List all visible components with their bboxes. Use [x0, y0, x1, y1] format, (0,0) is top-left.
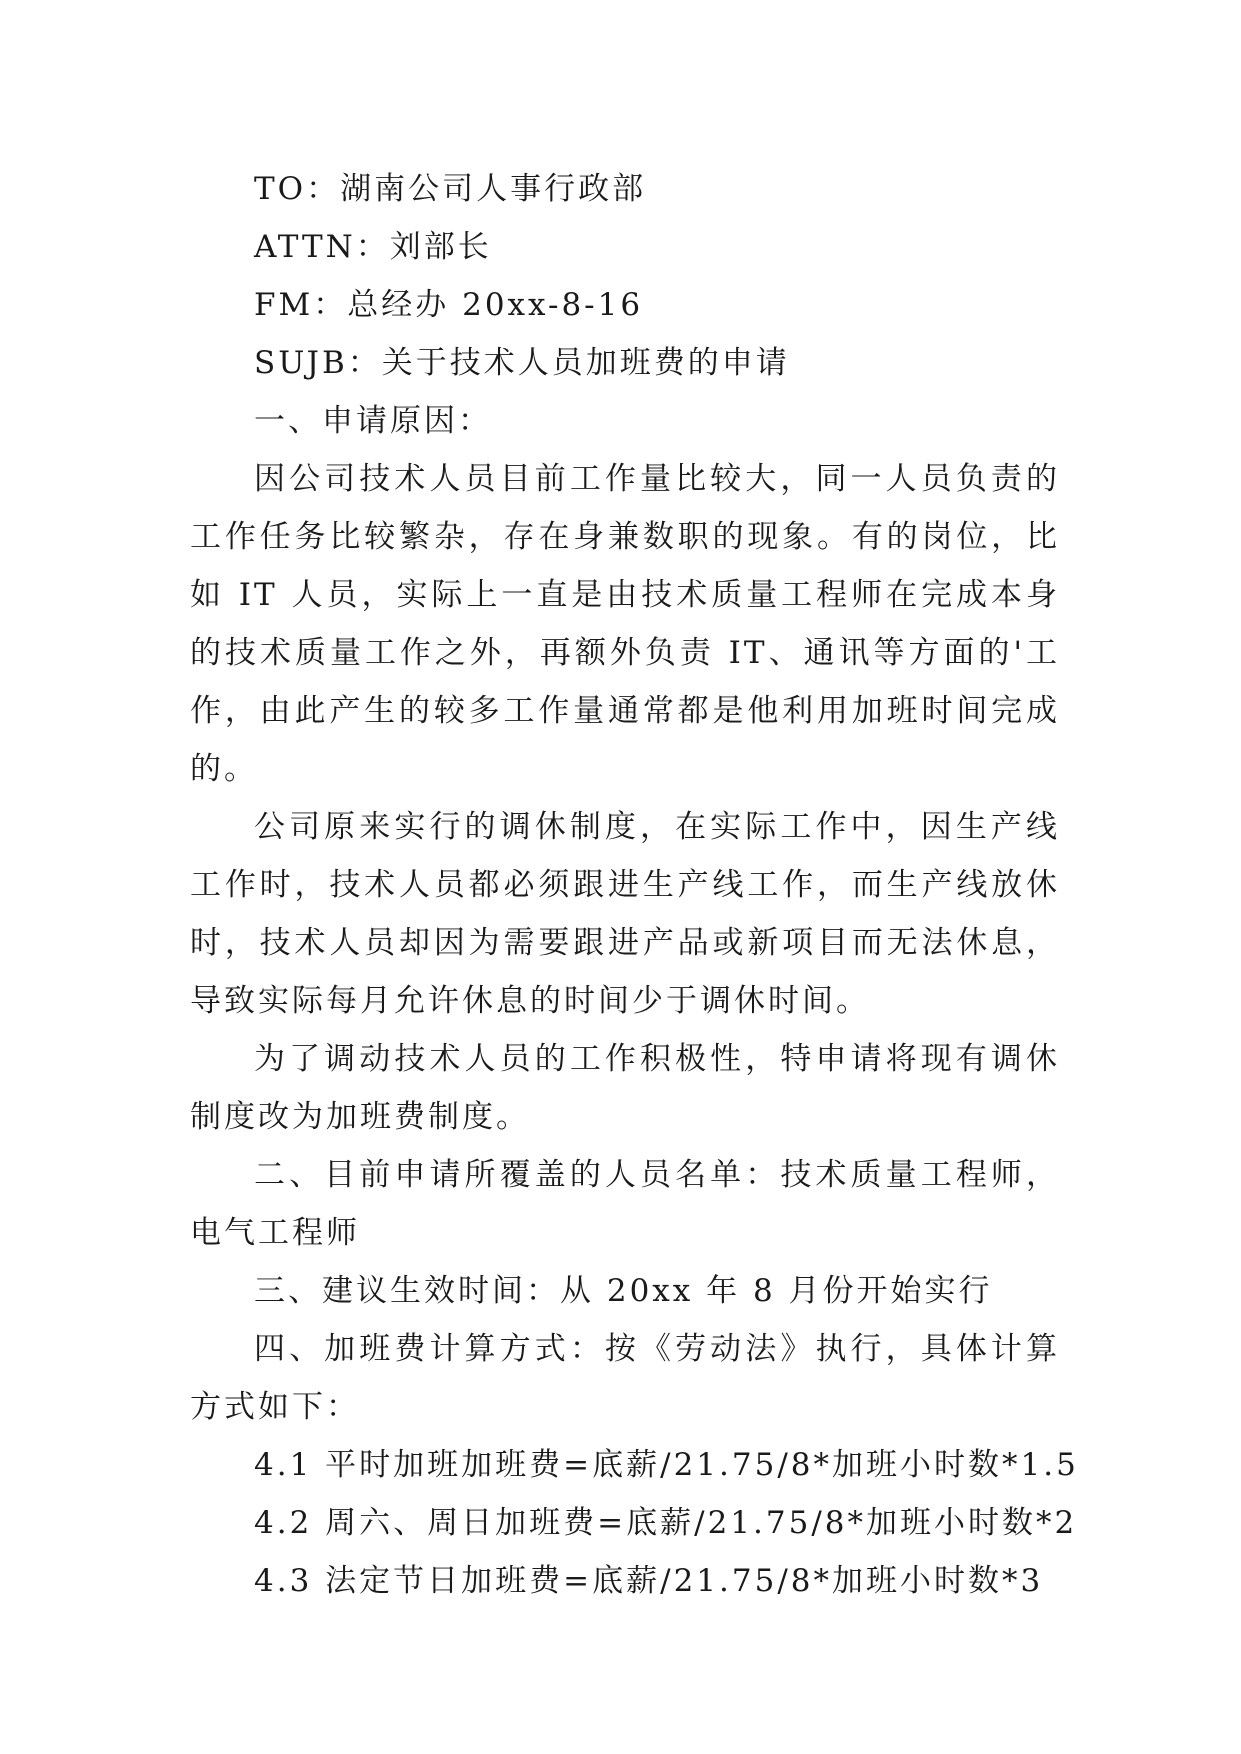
- memo-from: FM：总经办 20xx-8-16: [254, 287, 644, 323]
- section-2: 二、目前申请所覆盖的人员名单：技术质量工程师，电气工程师: [190, 1157, 1060, 1251]
- formula-4-3: 4.3 法定节日加班费=底薪/21.75/8*加班小时数*3: [254, 1563, 1044, 1599]
- section-4: 四、加班费计算方式：按《劳动法》执行，具体计算方式如下：: [190, 1331, 1060, 1425]
- memo-attn: ATTN：刘部长: [254, 229, 492, 265]
- formula-4-1: 4.1 平时加班加班费=底薪/21.75/8*加班小时数*1.5: [254, 1447, 1079, 1483]
- formula-4-2: 4.2 周六、周日加班费=底薪/21.75/8*加班小时数*2: [254, 1505, 1078, 1541]
- document-body: [190, 160, 1079, 1610]
- memo-to: TO：湖南公司人事行政部: [254, 171, 647, 207]
- section-1-paragraph-1: 因公司技术人员目前工作量比较大，同一人员负责的工作任务比较繁杂，存在身兼数职的现象。有的岗位，比如 IT 人员，实际上一直是由技术质量工程师在完成本身的技术质量工作之外，再额外负责 IT、通讯等方面的'工作，由此产生的较多工作量通常都是他利用加班时间完成的。: [190, 461, 1060, 787]
- memo-subject: SUJB：关于技术人员加班费的申请: [254, 345, 790, 381]
- section-3: 三、建议生效时间：从 20xx 年 8 月份开始实行: [254, 1273, 993, 1309]
- section-1-paragraph-3: 为了调动技术人员的工作积极性，特申请将现有调休制度改为加班费制度。: [190, 1041, 1060, 1135]
- section-1-heading: 一、申请原因：: [254, 403, 492, 439]
- section-1-paragraph-2: 公司原来实行的调休制度，在实际工作中，因生产线工作时，技术人员都必须跟进生产线工作，而生产线放休时，技术人员却因为需要跟进产品或新项目而无法休息，导致实际每月允许休息的时间少于调休时间。: [190, 809, 1060, 1019]
